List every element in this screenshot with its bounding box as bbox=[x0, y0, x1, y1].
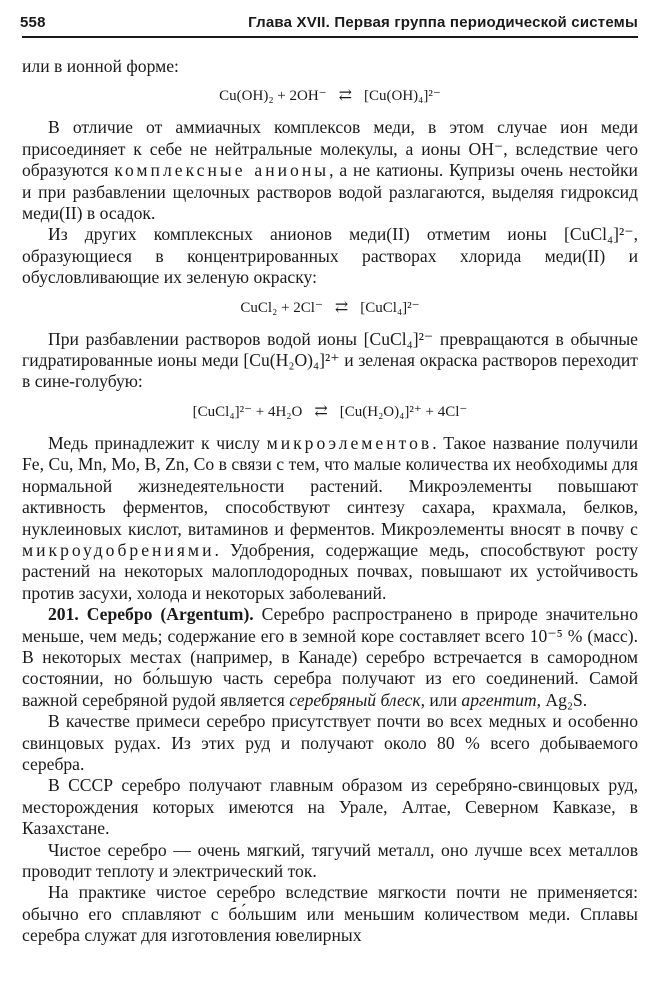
text-run: Серебро распространено в природе значительно меньше, чем медь; содержание его в земной коре составляет всего 10⁻⁵ % (масс). В некоторых местах (например, в Канаде) серебро встречается в самородном состоянии, но бо́льшую часть серебра получают из его соединений. Самой важной серебряной рудой является bbox=[22, 604, 638, 710]
equation-left: CuCl₂ + 2Cl⁻ bbox=[240, 299, 323, 316]
equation-1 bbox=[22, 85, 638, 107]
section-paragraph bbox=[22, 604, 638, 711]
text-run: . Такое название получили Fe, Cu, Mn, Mo, B, Zn, Co в связи с тем, что малые количества их необходимы для нормальной жизнедеятельности растений. Микроэлементы повышают активность ферментов, способствуют синтезу сахара, крахмала, белков, нуклеиновых кислот, витаминов и ферментов. Микроэлементы вносят в почву с bbox=[22, 432, 638, 539]
italic-term: серебряный блеск bbox=[289, 689, 421, 710]
equilibrium-arrow-icon: ⇄ bbox=[314, 402, 328, 420]
italic-term: аргентит bbox=[461, 689, 537, 710]
paragraph: Чистое серебро — очень мягкий, тягучий металл, оно лучше всех металлов проводит теплоту и электрический ток. bbox=[22, 839, 638, 881]
equation-right: [Cu(OH)₄]²⁻ bbox=[364, 88, 441, 105]
paragraph: или в ионной форме: bbox=[22, 56, 179, 76]
paragraph: В качестве примеси серебро присутствует почти во всех медных и особенно свинцовых рудах. Из этих руд и получают около 80 % всего добываемого серебра. bbox=[22, 711, 638, 774]
spaced-term: микроэлементов bbox=[266, 432, 433, 453]
equation-right: [Cu(H₂O)₄]²⁺ + 4Cl⁻ bbox=[339, 403, 468, 420]
equation-left: Cu(OH)₂ + 2OH⁻ bbox=[219, 88, 327, 105]
paragraph bbox=[22, 433, 638, 604]
paragraph: На практике чистое серебро вследствие мягкости почти не применяется: обычно его сплавляют с бо́льшим или меньшим количеством меди. Сплавы серебра служат для изготовления ювелирных bbox=[22, 882, 638, 946]
text-run: В отличие от аммиачных комплексов меди, в этом случае ион меди присоединяет к себе не нейтральные молекулы, а ионы OH⁻, вследствие чего образуются bbox=[22, 117, 638, 181]
equilibrium-arrow-icon: ⇄ bbox=[334, 298, 349, 316]
equilibrium-arrow-icon: ⇄ bbox=[338, 87, 353, 105]
paragraph: При разбавлении растворов водой ионы [CuCl₄]²⁻ превращаются в обычные гидратированные ионы меди [Cu(H₂O)₄]²⁺ и зеленая окраска растворов переходит в сине-голубую: bbox=[22, 328, 638, 392]
text-run: . Удобрения, содержащие медь, способствуют росту растений на некоторых малоплодородных почвах, повышают их устойчивость против засухи, холода и некоторых заболеваний. bbox=[22, 539, 638, 603]
spaced-term: комплексные анионы bbox=[114, 160, 330, 181]
page-number: 558 bbox=[20, 14, 46, 31]
running-header bbox=[22, 10, 638, 38]
equation-2 bbox=[22, 297, 638, 319]
chapter-title: Глава XVII. Первая группа периодической системы bbox=[248, 14, 638, 31]
spaced-term: микроудобрениями bbox=[22, 539, 215, 560]
equation-3 bbox=[22, 401, 638, 423]
equation-right: [CuCl₄]²⁻ bbox=[360, 299, 420, 316]
paragraph: Из других комплексных анионов меди(II) отметим ионы [CuCl₄]²⁻, образующиеся в концентрированных растворах хлорида меди(II) и обусловливающие их зеленую окраску: bbox=[22, 224, 638, 288]
text-run: , а не катионы. Купризы очень нестойки и при разбавлении щелочных растворов водой разлагаются, выделяя гидроксид меди(II) в осадок. bbox=[22, 160, 638, 224]
paragraph bbox=[22, 117, 638, 224]
section-heading: 201. Серебро (Argentum). bbox=[48, 604, 254, 625]
text-run: Медь принадлежит к числу bbox=[48, 432, 267, 453]
paragraph: В СССР серебро получают главным образом из серебряно-свинцовых руд, месторождения которых имеются на Урале, Алтае, Северном Кавказе, в Казахстане. bbox=[22, 775, 638, 839]
body-text bbox=[22, 56, 638, 947]
equation-left: [CuCl₄]²⁻ + 4H₂O bbox=[192, 403, 303, 420]
text-run: , или bbox=[420, 689, 462, 710]
text-run: , Ag₂S. bbox=[536, 689, 588, 710]
